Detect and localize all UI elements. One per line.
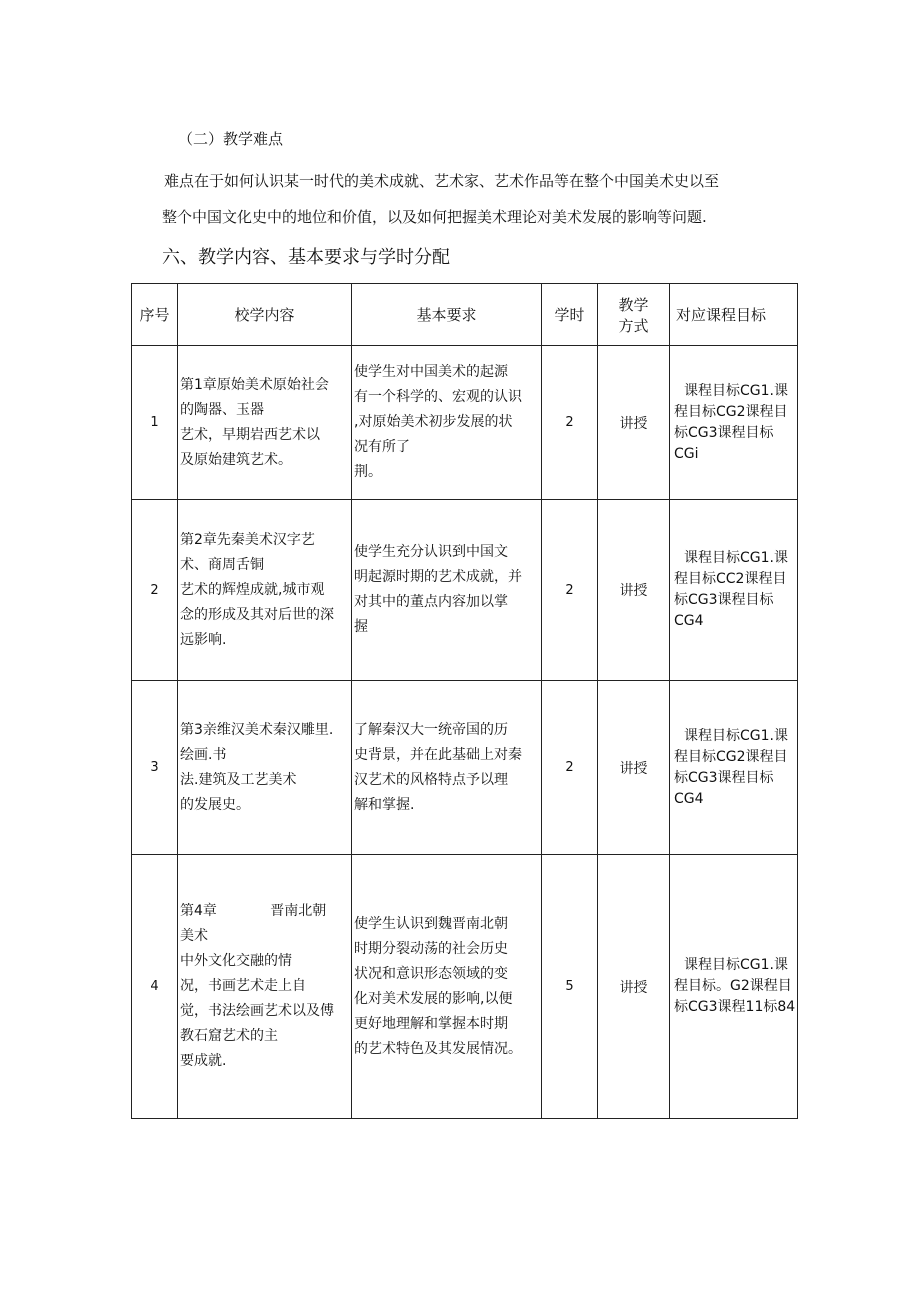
table-row (132, 346, 798, 500)
row-index: 1 (132, 346, 178, 500)
content-line: 艺术的辉煌成就,城市观 (180, 581, 325, 598)
content-line: 况，书画艺术走上自 (180, 978, 306, 994)
content-line: 的发展史。 (180, 796, 250, 813)
row-requirement (352, 855, 542, 1119)
requirement-line: 握 (354, 619, 368, 635)
row-goal (670, 346, 798, 500)
content-line: 觉，书法绘画艺术以及傅 (180, 1003, 334, 1019)
row-goal (670, 681, 798, 855)
table-row (132, 855, 798, 1119)
header-index: 序号 (132, 284, 178, 346)
header-method-line-1: 教学 (618, 295, 649, 314)
row-requirement (352, 681, 542, 855)
requirement-line: 更好地理解和掌握本时期 (354, 1015, 508, 1032)
goal-line: 程目标CG2课程目 (674, 403, 788, 420)
goal-line: CG4 (674, 790, 704, 807)
header-content: 校学内容 (178, 284, 352, 346)
requirement-line: 了解秦汉大一统帝国的历 (354, 721, 508, 738)
row-index: 4 (132, 855, 178, 1119)
requirement-line: 使学生认识到魏晋南北朝 (354, 915, 508, 932)
row-requirement (352, 500, 542, 681)
goal-line: CGi (674, 445, 699, 462)
table-row (132, 681, 798, 855)
row-content (178, 855, 352, 1119)
goal-line: 程目标。G2课程目 (674, 978, 792, 994)
requirement-line: 使学生对中国美术的起源 (354, 364, 508, 380)
requirement-line: 使学生充分认识到中国文 (354, 544, 508, 560)
goal-line: 标CG3课程目标 (674, 424, 774, 441)
table-row (132, 500, 798, 681)
difficulty-paragraph (162, 163, 802, 235)
goal-line: 标CG3课程目标 (674, 769, 774, 786)
difficulty-heading: （二）教学难点 (178, 130, 284, 148)
content-line: 艺术，早期岩西艺术以 (180, 426, 320, 443)
content-line: 念的形成及其对后世的深 (180, 606, 334, 623)
requirement-line: 明起源时期的艺术成就，并 (354, 569, 522, 585)
row-hours: 2 (542, 346, 598, 500)
goal-line: CG4 (674, 613, 704, 629)
teaching-content-table (131, 283, 798, 1119)
requirement-line: 解和掌握. (354, 796, 415, 813)
row-content (178, 346, 352, 500)
goal-line: 程目标CC2课程目 (674, 571, 787, 587)
requirement-line: 有一个科学的、宏观的认识 (354, 389, 522, 405)
goal-line: 标CG3课程目标 (674, 592, 774, 608)
difficulty-paragraph-line-2: 整个中国文化史中的地位和价值，以及如何把握美术理论对美术发展的影响等问题. (162, 208, 707, 226)
difficulty-paragraph-line-1: 难点在于如何认识某一时代的美术成就、艺术家、艺术作品等在整个中国美术史以至 (164, 172, 720, 190)
requirement-line: 的艺术特色及其发展情况。 (354, 1040, 522, 1057)
content-line: 第4章 晋南北朝 (180, 903, 327, 919)
content-line: 及原始建筑艺术。 (180, 451, 292, 468)
header-method (598, 284, 670, 346)
row-method: 讲授 (598, 855, 670, 1119)
content-line: 法.建筑及工艺美术 (180, 771, 297, 788)
row-method: 讲授 (598, 346, 670, 500)
requirement-line: 荆。 (354, 464, 382, 480)
goal-line: 程目标CG2课程目 (674, 748, 788, 765)
header-requirement: 基本要求 (352, 284, 542, 346)
header-method-line-2: 方式 (618, 316, 649, 335)
table-header-row (132, 284, 798, 346)
requirement-line: 汉艺术的风格特点予以理 (354, 771, 508, 788)
requirement-line: 对其中的董点内容加以掌 (354, 594, 508, 610)
row-goal (670, 855, 798, 1119)
requirement-line: 时期分裂动荡的社会历史 (354, 940, 508, 957)
goal-line: 课程目标CG1.课 (684, 957, 788, 973)
requirement-line: 状况和意识形态领域的变 (354, 965, 508, 982)
goal-line: 课程目标CG1.课 (684, 550, 788, 566)
requirement-line: 况有所了 (354, 439, 410, 455)
row-index: 3 (132, 681, 178, 855)
requirement-line: 史背景，并在此基础上对秦 (354, 746, 522, 763)
content-line: 美术 (180, 928, 208, 944)
row-hours: 2 (542, 500, 598, 681)
content-line: 术、商周舌铜 (180, 556, 264, 573)
header-hours: 学时 (542, 284, 598, 346)
row-goal (670, 500, 798, 681)
header-goal: 对应课程目标 (670, 284, 798, 346)
content-line: 远影响. (180, 631, 227, 648)
row-hours: 2 (542, 681, 598, 855)
row-method: 讲授 (598, 681, 670, 855)
goal-line: 课程目标CG1.课 (684, 727, 788, 744)
row-index: 2 (132, 500, 178, 681)
row-hours: 5 (542, 855, 598, 1119)
content-line: 要成就. (180, 1053, 227, 1069)
requirement-line: ,对原始美术初步发展的状 (354, 414, 513, 430)
content-line: 第1章原始美术原始社会 (180, 376, 329, 393)
content-line: 第3亲维汉美术秦汉雕里. (180, 721, 334, 738)
requirement-line: 化对美术发展的影响,以便 (354, 990, 513, 1007)
row-content (178, 500, 352, 681)
row-method: 讲授 (598, 500, 670, 681)
content-line: 教石窟艺术的主 (180, 1028, 278, 1044)
content-line: 的陶器、玉器 (180, 401, 264, 418)
content-line: 中外文化交融的情 (180, 953, 292, 969)
content-line: 绘画.书 (180, 746, 227, 763)
row-requirement (352, 346, 542, 500)
goal-line: 课程目标CG1.课 (684, 382, 788, 399)
row-content (178, 681, 352, 855)
content-line: 第2章先秦美术汉字艺 (180, 531, 315, 548)
section-title: 六、教学内容、基本要求与学时分配 (162, 247, 450, 268)
goal-line: 标CG3课程11标84 (674, 999, 796, 1015)
